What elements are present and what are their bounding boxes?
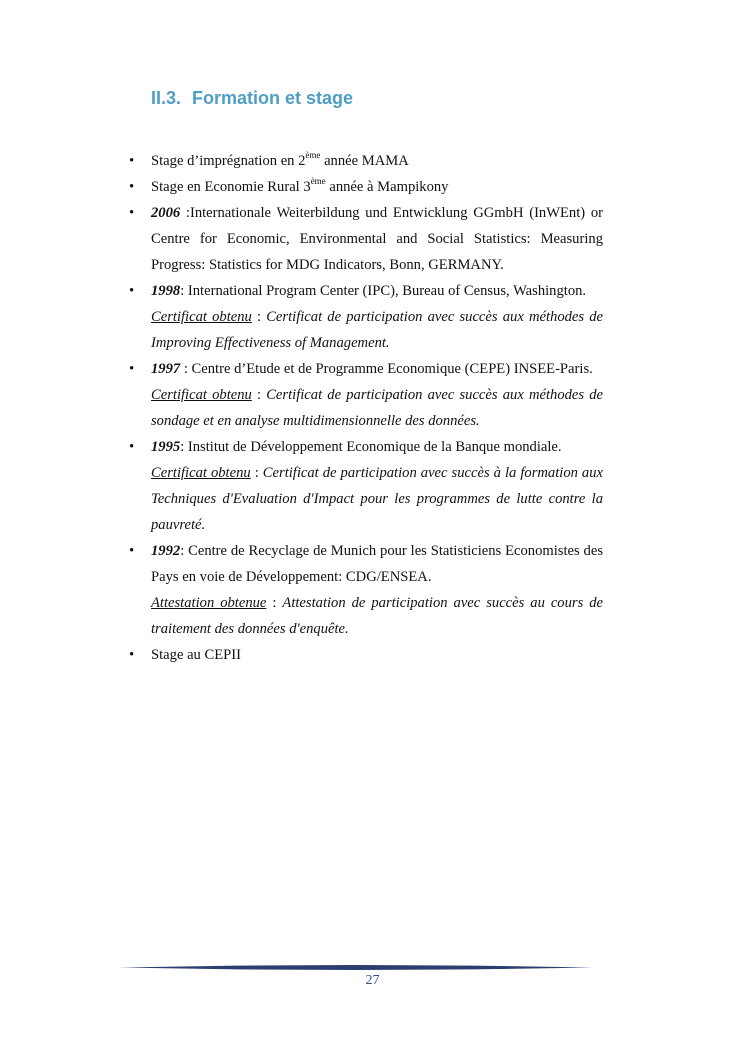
- item-text: :Internationale Weiterbildung und Entwicklung GGmbH (InWEnt) or Centre for Economic, Environmental and Social Statistics: Measuring Progress: Statistics for MDG Indicators, Bonn, GERMANY.: [151, 205, 603, 273]
- footer-divider: [117, 965, 593, 970]
- certificate-label: Attestation obtenue: [151, 595, 267, 611]
- item-year: 1995: [151, 439, 181, 455]
- item-year: 1992: [151, 543, 181, 559]
- list-item: [129, 356, 604, 434]
- item-text: Stage d’imprégnation en 2: [151, 153, 306, 169]
- item-text: : Centre d’Etude et de Programme Economique (CEPE) INSEE-Paris.: [180, 361, 593, 377]
- section-number: II.3.: [151, 88, 182, 108]
- certificate-label: Certificat obtenu: [151, 465, 251, 481]
- list-item: [129, 148, 603, 174]
- certificate-line: [151, 460, 603, 538]
- bullet-icon: •: [129, 205, 135, 221]
- bullet-icon: •: [129, 179, 135, 195]
- training-list: [129, 148, 604, 668]
- list-item: [129, 200, 603, 278]
- item-text: Stage en Economie Rural 3: [151, 179, 311, 195]
- list-item: [129, 278, 604, 356]
- certificate-separator: :: [251, 387, 267, 403]
- certificate-line: [151, 382, 603, 434]
- item-year: 1998: [151, 283, 181, 299]
- item-text: : Institut de Développement Economique de la Banque mondiale.: [180, 439, 562, 455]
- certificate-line: [151, 590, 603, 642]
- bullet-icon: •: [129, 361, 135, 377]
- section-title: Formation et stage: [192, 88, 354, 108]
- page-number: 27: [365, 973, 380, 988]
- list-item: [129, 642, 603, 668]
- item-year: 2006: [151, 205, 181, 221]
- item-text-end: année à Mampikony: [325, 179, 449, 195]
- certificate-separator: :: [266, 595, 283, 611]
- item-text: : Centre de Recyclage de Munich pour les Statisticiens Economistes des Pays en voie de Développement: CDG/ENSEA.: [151, 543, 603, 585]
- certificate-label: Certificat obtenu: [151, 309, 252, 325]
- certificate-label: Certificat obtenu: [151, 387, 252, 403]
- list-item: [129, 174, 603, 200]
- bullet-icon: •: [129, 647, 135, 663]
- certificate-description: Certificat de participation avec succès aux méthodes de Improving Effectiveness of Management.: [151, 309, 604, 351]
- certificate-line: [151, 304, 603, 356]
- certificate-separator: :: [250, 465, 263, 481]
- section-heading: [151, 88, 353, 109]
- item-text: : International Program Center (IPC), Bureau of Census, Washington.: [180, 283, 587, 299]
- item-year: 1997: [151, 361, 181, 377]
- item-text-end: année MAMA: [320, 153, 409, 169]
- ordinal-suffix: ème: [310, 176, 326, 187]
- list-item: [129, 434, 604, 538]
- bullet-icon: •: [129, 153, 135, 169]
- certificate-description: Attestation de participation avec succès au cours de traitement des données d'enquête.: [151, 595, 604, 637]
- certificate-separator: :: [251, 309, 267, 325]
- list-item: [129, 538, 604, 642]
- certificate-description: Certificat de participation avec succès aux méthodes de sondage et en analyse multidimensionnelle des données.: [151, 387, 604, 429]
- item-text: Stage au CEPII: [151, 647, 241, 663]
- bullet-icon: •: [129, 439, 135, 455]
- ordinal-suffix: ème: [305, 150, 321, 161]
- certificate-description: Certificat de participation avec succès à la formation aux Techniques d'Evaluation d'Impact pour les programmes de lutte contre la pauvreté.: [151, 465, 604, 533]
- bullet-icon: •: [129, 283, 135, 299]
- footer-divider-shape: [117, 965, 593, 970]
- bullet-icon: •: [129, 543, 135, 559]
